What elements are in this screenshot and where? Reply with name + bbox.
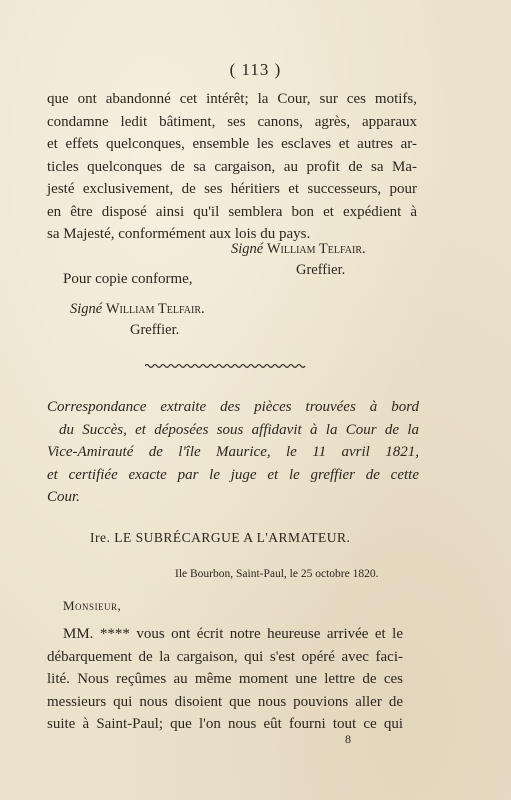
text-line: Correspondance extraite des pièces trouvées à bord bbox=[47, 399, 419, 415]
signatory-role: Greffier. bbox=[130, 322, 180, 338]
text-line: que ont abandonné cet intérêt; la Cour, sur ces motifs, bbox=[47, 91, 417, 107]
letter-numeral: Ire. bbox=[90, 530, 111, 545]
signature-second bbox=[70, 301, 205, 318]
text-line: du Succès, et déposées sous affidavit à la Cour de la bbox=[59, 421, 419, 438]
text-line: Vice-Amirauté de l'île Maurice, le 11 avril 1821, bbox=[47, 444, 419, 460]
text-line: jesté exclusivement, de ses héritiers et successeurs, pour bbox=[47, 181, 417, 197]
letter-body bbox=[47, 623, 403, 736]
text-line: suite à Saint-Paul; que l'on nous eût fourni tout ce qui bbox=[47, 716, 403, 732]
text-line: MM. **** vous ont écrit notre heureuse arrivée et le bbox=[63, 626, 403, 642]
text-line: et effets quelconques, ensemble les esclaves et autres ar- bbox=[47, 136, 417, 152]
letter-heading bbox=[90, 530, 350, 546]
letter-salutation: Monsieur, bbox=[63, 598, 122, 613]
signatory-role: Greffier. bbox=[296, 262, 346, 278]
printer-signature-mark: 8 bbox=[345, 732, 351, 746]
signatory-name: William Telfair. bbox=[105, 301, 205, 317]
judgment-paragraph bbox=[47, 88, 417, 246]
letter-title: LE SUBRÉCARGUE A L'ARMATEUR. bbox=[114, 530, 351, 545]
copie-conforme-line: Pour copie conforme, bbox=[63, 271, 193, 287]
signatory-name: William Telfair. bbox=[266, 241, 366, 257]
text-line: condamne ledit bâtiment, ses canons, agrès, apparaux bbox=[47, 113, 417, 130]
ornamental-divider bbox=[145, 362, 307, 370]
page-number: ( 113 ) bbox=[229, 60, 282, 79]
correspondence-introduction bbox=[47, 396, 419, 509]
letter-dateline: Ile Bourbon, Saint-Paul, le 25 octobre 1820. bbox=[175, 568, 379, 580]
text-line: ticles quelconques de sa cargaison, au profit de sa Ma- bbox=[47, 158, 417, 175]
text-line: en être disposé ainsi qu'il semblera bon et expédient à bbox=[47, 203, 417, 220]
text-line: messieurs qui nous disoient que nous pouvions aller de bbox=[47, 693, 403, 710]
text-line: Cour. bbox=[47, 489, 80, 505]
text-line: débarquement de la cargaison, qui s'est opéré avec faci- bbox=[47, 648, 403, 665]
text-line: lité. Nous reçûmes au même moment une lettre de ces bbox=[47, 671, 403, 687]
signe-label: Signé bbox=[70, 301, 103, 317]
text-line: sa Majesté, conformément aux lois du pays. bbox=[47, 226, 311, 242]
signature-first bbox=[231, 241, 366, 258]
text-line: et certifiée exacte par le juge et le greffier de cette bbox=[47, 466, 419, 483]
signe-label: Signé bbox=[231, 241, 264, 257]
